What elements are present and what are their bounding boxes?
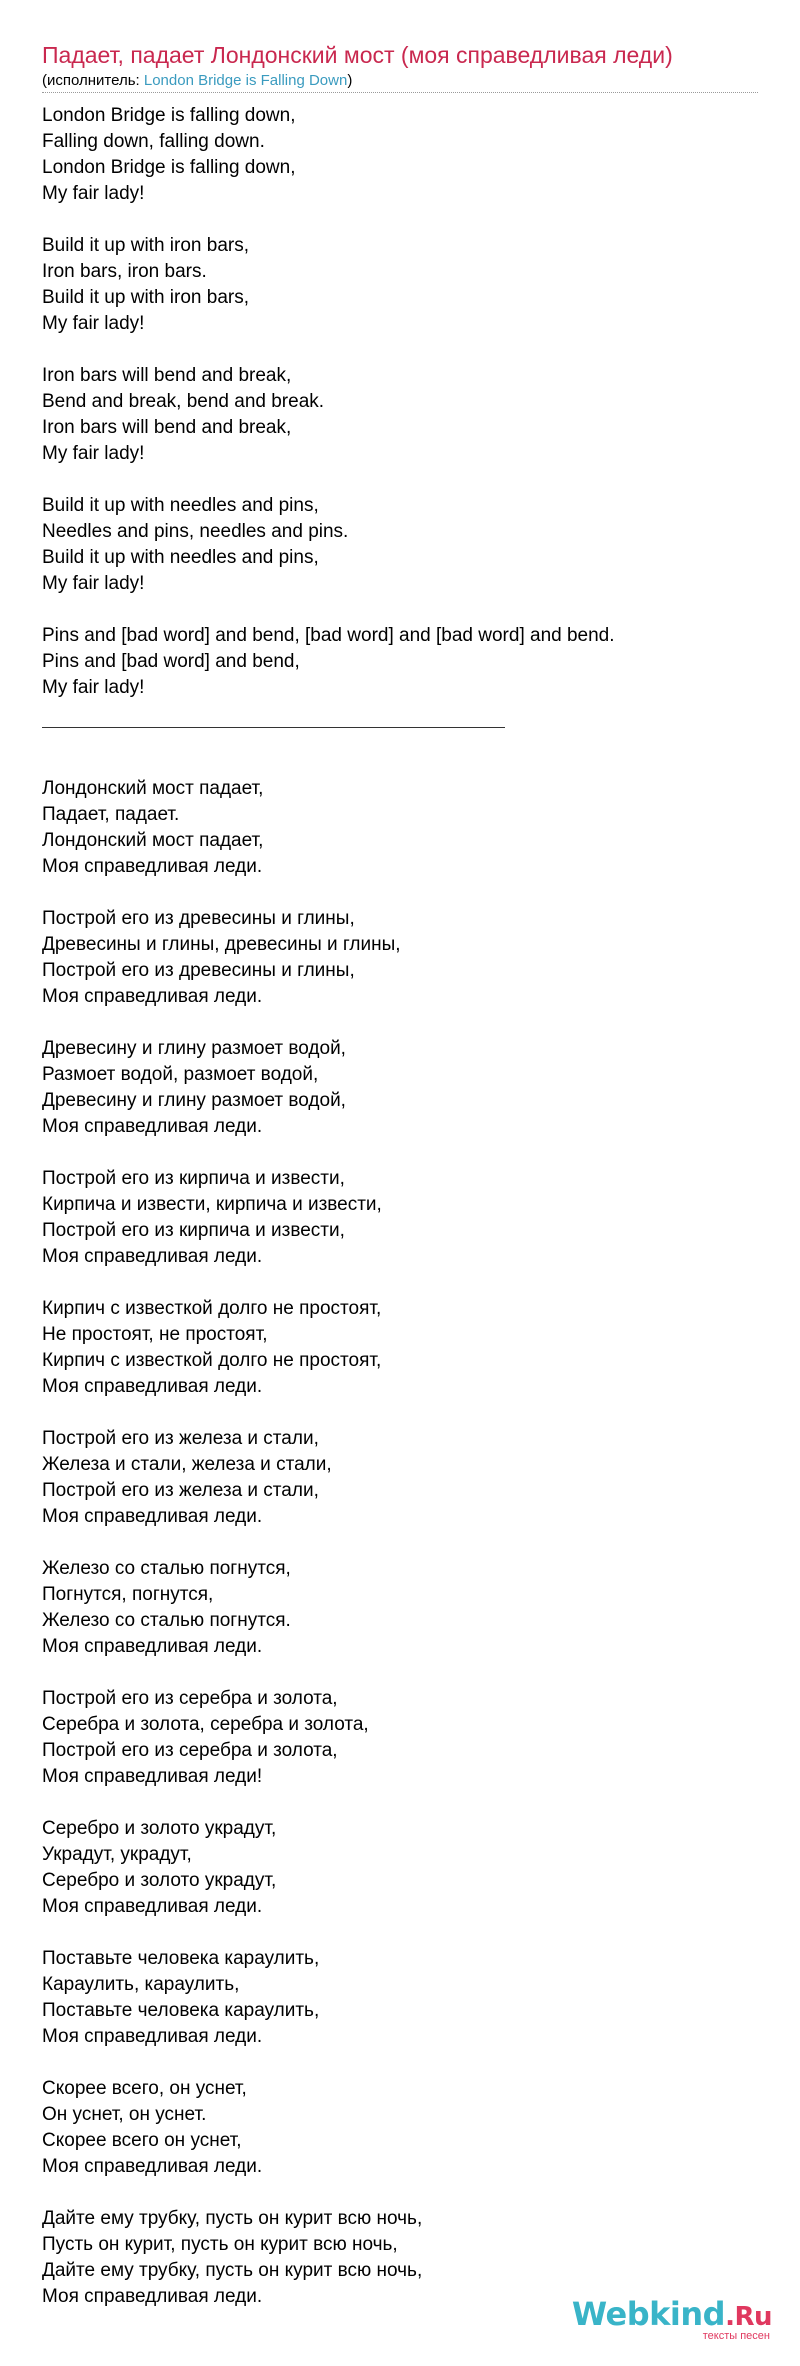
stanza <box>42 493 758 597</box>
stanza <box>42 2076 758 2180</box>
lyric-line: Кирпич с известкой долго не простоят, <box>42 1350 382 1371</box>
stanza <box>42 623 758 701</box>
lyric-line: Кирпича и извести, кирпича и извести, <box>42 1194 382 1215</box>
stanza <box>42 1556 758 1660</box>
lyric-line: Древесину и глину размоет водой, <box>42 1038 346 1059</box>
stanza <box>42 906 758 1010</box>
lyric-line: Моя справедливая леди. <box>42 1116 263 1137</box>
artist-prefix: (исполнитель: <box>42 72 144 89</box>
stanza <box>42 1686 758 1790</box>
lyric-line: Моя справедливая леди. <box>42 1896 263 1917</box>
lyric-line: Пусть он курит, пусть он курит всю ночь, <box>42 2234 398 2255</box>
lyric-line: Серебра и золота, серебра и золота, <box>42 1714 369 1735</box>
lyric-line: Серебро и золото украдут, <box>42 1870 277 1891</box>
lyric-line: Bend and break, bend and break. <box>42 391 325 412</box>
lyric-line: Размоет водой, размоет водой, <box>42 1064 319 1085</box>
lyric-line: Скорее всего, он уснет, <box>42 2078 247 2099</box>
logo-tld: .Ru <box>725 2302 772 2332</box>
stanza <box>42 1426 758 1530</box>
lyric-line: Украдут, украдут, <box>42 1844 192 1865</box>
lyric-line: Скорее всего он уснет, <box>42 2130 242 2151</box>
stanza <box>42 1296 758 1400</box>
artist-link[interactable]: London Bridge is Falling Down <box>143 72 348 89</box>
lyric-line: Iron bars will bend and break, <box>42 365 292 386</box>
lyric-line: My fair lady! <box>42 183 145 204</box>
lyric-line: London Bridge is falling down, <box>42 157 296 178</box>
header-divider <box>42 92 758 93</box>
lyric-line: Pins and [bad word] and bend, [bad word] and [bad word] and bend. <box>42 625 615 646</box>
translation-separator <box>42 727 505 728</box>
lyrics-body <box>42 103 758 2336</box>
lyric-line: Железо со сталью погнутся. <box>42 1610 291 1631</box>
lyric-line: Построй его из древесины и глины, <box>42 960 355 981</box>
lyric-line: Iron bars, iron bars. <box>42 261 207 282</box>
lyric-line: Построй его из кирпича и извести, <box>42 1220 345 1241</box>
lyric-line: Построй его из кирпича и извести, <box>42 1168 345 1189</box>
lyric-line: My fair lady! <box>42 573 145 594</box>
lyric-line: Лондонский мост падает, <box>42 778 264 799</box>
lyric-line: My fair lady! <box>42 677 145 698</box>
lyric-line: Iron bars will bend and break, <box>42 417 292 438</box>
lyric-line: Лондонский мост падает, <box>42 830 264 851</box>
logo-tagline: тексты песен <box>702 2330 770 2342</box>
stanza <box>42 363 758 467</box>
stanza <box>42 1036 758 1140</box>
lyric-line: Кирпич с известкой долго не простоят, <box>42 1298 382 1319</box>
lyric-line: Pins and [bad word] and bend, <box>42 651 300 672</box>
lyric-line: Караулить, караулить, <box>42 1974 240 1995</box>
lyric-line: Построй его из серебра и золота, <box>42 1740 338 1761</box>
lyric-line: My fair lady! <box>42 443 145 464</box>
lyric-line: Построй его из серебра и золота, <box>42 1688 338 1709</box>
lyric-line: Древесину и глину размоет водой, <box>42 1090 346 1111</box>
lyric-line: Построй его из железа и стали, <box>42 1428 319 1449</box>
lyric-line: Falling down, falling down. <box>42 131 265 152</box>
lyric-line: Падает, падает. <box>42 804 180 825</box>
site-logo[interactable] <box>571 2295 772 2346</box>
lyric-line: Моя справедливая леди. <box>42 1246 263 1267</box>
lyric-line: Моя справедливая леди! <box>42 1766 263 1787</box>
stanza <box>42 1166 758 1270</box>
lyric-line: Построй его из древесины и глины, <box>42 908 355 929</box>
artist-line <box>42 72 352 90</box>
lyric-line: Погнутся, погнутся, <box>42 1584 214 1605</box>
lyrics-translation <box>42 776 758 2310</box>
lyric-line: Дайте ему трубку, пусть он курит всю ночь, <box>42 2208 423 2229</box>
lyric-line: Моя справедливая леди. <box>42 986 263 1007</box>
artist-suffix: ) <box>347 72 353 89</box>
lyrics-original <box>42 103 758 701</box>
lyric-line: Build it up with iron bars, <box>42 287 249 308</box>
lyric-line: Поставьте человека караулить, <box>42 1948 320 1969</box>
lyric-line: My fair lady! <box>42 313 145 334</box>
lyric-line: Build it up with needles and pins, <box>42 547 319 568</box>
lyric-line: Дайте ему трубку, пусть он курит всю ночь, <box>42 2260 423 2281</box>
stanza <box>42 233 758 337</box>
lyric-line: Моя справедливая леди. <box>42 856 263 877</box>
page-title: Падает, падает Лондонский мост (моя справедливая леди) <box>42 42 673 68</box>
stanza <box>42 1816 758 1920</box>
lyric-line: Построй его из железа и стали, <box>42 1480 319 1501</box>
lyric-line: Моя справедливая леди. <box>42 2286 263 2307</box>
lyric-line: Моя справедливая леди. <box>42 1636 263 1657</box>
lyric-line: Моя справедливая леди. <box>42 1506 263 1527</box>
lyric-line: Needles and pins, needles and pins. <box>42 521 349 542</box>
lyric-line: Моя справедливая леди. <box>42 1376 263 1397</box>
logo-main-text: Webkind <box>571 2295 726 2333</box>
lyric-line: Он уснет, он уснет. <box>42 2104 207 2125</box>
lyric-line: Железо со сталью погнутся, <box>42 1558 291 1579</box>
lyric-line: Build it up with iron bars, <box>42 235 249 256</box>
lyric-line: Серебро и золото украдут, <box>42 1818 277 1839</box>
lyric-line: Древесины и глины, древесины и глины, <box>42 934 401 955</box>
lyric-line: Моя справедливая леди. <box>42 2026 263 2047</box>
lyric-line: Поставьте человека караулить, <box>42 2000 320 2021</box>
stanza <box>42 776 758 880</box>
lyric-line: London Bridge is falling down, <box>42 105 296 126</box>
lyric-line: Железа и стали, железа и стали, <box>42 1454 332 1475</box>
lyric-line: Моя справедливая леди. <box>42 2156 263 2177</box>
lyric-line: Не простоят, не простоят, <box>42 1324 268 1345</box>
stanza <box>42 1946 758 2050</box>
stanza <box>42 103 758 207</box>
lyric-line: Build it up with needles and pins, <box>42 495 319 516</box>
